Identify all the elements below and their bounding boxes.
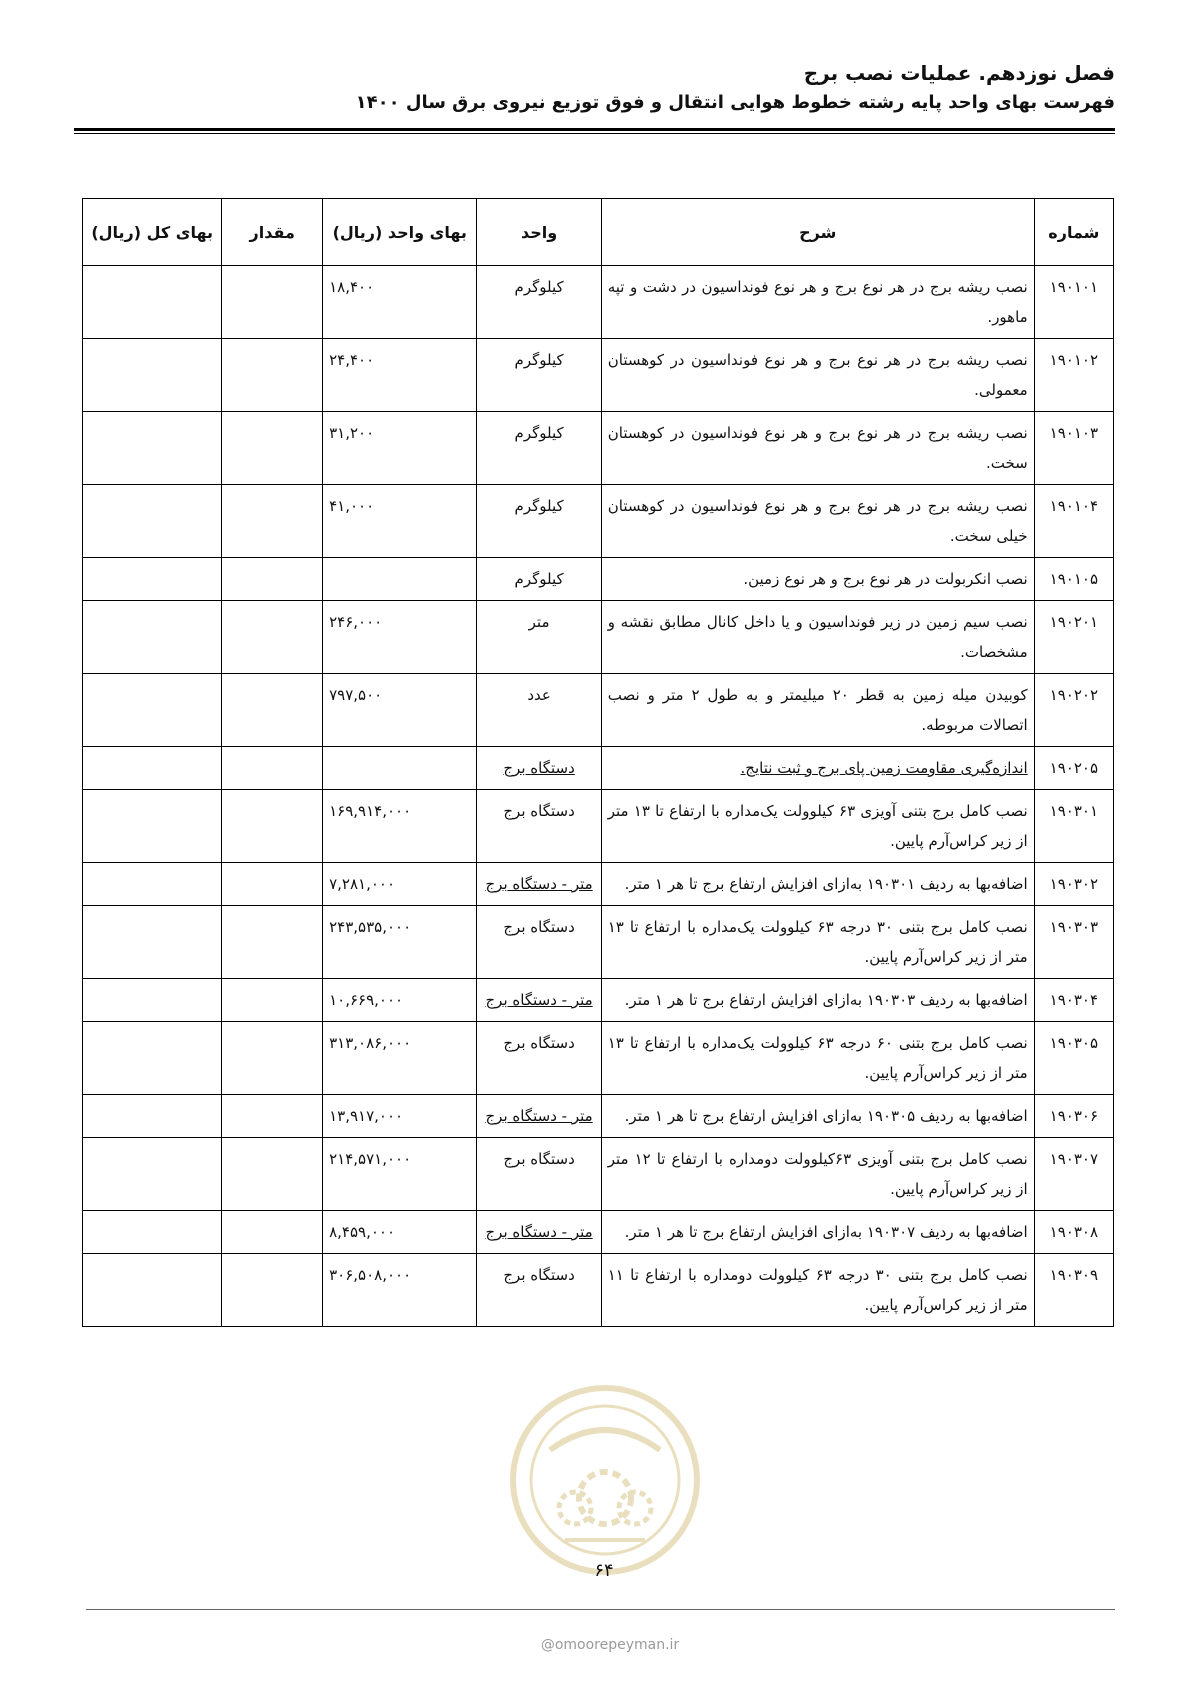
row-unit-price: ۱۶۹,۹۱۴,۰۰۰	[323, 790, 477, 863]
table-row	[83, 747, 1114, 790]
row-code: ۱۹۰۳۰۳	[1034, 906, 1113, 979]
row-unit-price: ۷,۲۸۱,۰۰۰	[323, 863, 477, 906]
row-code: ۱۹۰۱۰۴	[1034, 485, 1113, 558]
table-row	[83, 1211, 1114, 1254]
row-unit-price: ۳۰۶,۵۰۸,۰۰۰	[323, 1254, 477, 1327]
row-code: ۱۹۰۲۰۱	[1034, 601, 1113, 674]
row-unit: کیلوگرم	[477, 266, 601, 339]
row-code: ۱۹۰۳۰۷	[1034, 1138, 1113, 1211]
row-unit-price: ۱۰,۶۶۹,۰۰۰	[323, 979, 477, 1022]
chapter-title: فصل نوزدهم. عملیات نصب برج	[803, 61, 1115, 85]
row-quantity	[222, 1254, 323, 1327]
table-row	[83, 601, 1114, 674]
table-row	[83, 339, 1114, 412]
header-description: شرح	[601, 199, 1034, 266]
row-total	[83, 1138, 222, 1211]
header-rule-thick	[74, 128, 1115, 131]
table-row	[83, 979, 1114, 1022]
row-description: نصب انکربولت در هر نوع برج و هر نوع زمین.	[601, 558, 1034, 601]
table-row	[83, 485, 1114, 558]
row-description: کوبیدن میله زمین به قطر ۲۰ میلیمتر و به طول ۲ متر و نصب اتصالات مربوطه.	[601, 674, 1034, 747]
row-code: ۱۹۰۲۰۵	[1034, 747, 1113, 790]
row-description: نصب ریشه برج در هر نوع برج و هر نوع فونداسیون در کوهستان معمولی.	[601, 339, 1034, 412]
row-description: اضافه‌بها به ردیف ۱۹۰۳۰۵ به‌ازای افزایش ارتفاع برج تا هر ۱ متر.	[601, 1095, 1034, 1138]
footer-rule	[86, 1609, 1115, 1610]
document-subtitle: فهرست بهای واحد پایه رشته خطوط هوایی انتقال و فوق توزیع نیروی برق سال ۱۴۰۰	[355, 92, 1115, 113]
page-header	[76, 58, 1115, 118]
row-unit-price: ۲۱۴,۵۷۱,۰۰۰	[323, 1138, 477, 1211]
table-row	[83, 266, 1114, 339]
row-unit: متر - دستگاه برج	[477, 1211, 601, 1254]
row-quantity	[222, 979, 323, 1022]
row-description: نصب ریشه برج در هر نوع برج و هر نوع فونداسیون در کوهستان سخت.	[601, 412, 1034, 485]
row-quantity	[222, 747, 323, 790]
row-total	[83, 1254, 222, 1327]
row-unit: کیلوگرم	[477, 339, 601, 412]
row-quantity	[222, 601, 323, 674]
table-row	[83, 558, 1114, 601]
row-unit-price: ۲۴,۴۰۰	[323, 339, 477, 412]
row-total	[83, 485, 222, 558]
header-rule-thin	[74, 133, 1115, 134]
row-total	[83, 863, 222, 906]
row-unit: کیلوگرم	[477, 558, 601, 601]
row-quantity	[222, 674, 323, 747]
row-quantity	[222, 485, 323, 558]
row-code: ۱۹۰۱۰۱	[1034, 266, 1113, 339]
row-description: نصب کامل برج بتنی ۳۰ درجه ۶۳ کیلوولت دومداره با ارتفاع تا ۱۱ متر از زیر کراس‌آرم پایین.	[601, 1254, 1034, 1327]
header-code: شماره	[1034, 199, 1113, 266]
row-unit: عدد	[477, 674, 601, 747]
row-total	[83, 979, 222, 1022]
row-code: ۱۹۰۳۰۴	[1034, 979, 1113, 1022]
row-quantity	[222, 1022, 323, 1095]
watermark-seal-icon	[505, 1380, 705, 1580]
row-total	[83, 601, 222, 674]
row-description: نصب کامل برج بتنی آویزی ۶۳کیلوولت دومداره با ارتفاع تا ۱۲ متر از زیر کراس‌آرم پایین.	[601, 1138, 1034, 1211]
row-description: اضافه‌بها به ردیف ۱۹۰۳۰۳ به‌ازای افزایش ارتفاع برج تا هر ۱ متر.	[601, 979, 1034, 1022]
website-credit[interactable]: @omoorepeyman.ir	[540, 1637, 680, 1653]
row-description: اضافه‌بها به ردیف ۱۹۰۳۰۱ به‌ازای افزایش ارتفاع برج تا هر ۱ متر.	[601, 863, 1034, 906]
row-unit: متر	[477, 601, 601, 674]
row-unit: دستگاه برج	[477, 906, 601, 979]
row-total	[83, 1095, 222, 1138]
row-code: ۱۹۰۳۰۸	[1034, 1211, 1113, 1254]
row-unit-price	[323, 747, 477, 790]
row-quantity	[222, 339, 323, 412]
header-quantity: مقدار	[222, 199, 323, 266]
row-unit-price: ۴۱,۰۰۰	[323, 485, 477, 558]
row-quantity	[222, 790, 323, 863]
row-quantity	[222, 266, 323, 339]
row-unit: متر - دستگاه برج	[477, 863, 601, 906]
row-total	[83, 558, 222, 601]
row-quantity	[222, 863, 323, 906]
row-code: ۱۹۰۳۰۹	[1034, 1254, 1113, 1327]
table-row	[83, 1095, 1114, 1138]
table-row	[83, 863, 1114, 906]
row-code: ۱۹۰۱۰۵	[1034, 558, 1113, 601]
row-total	[83, 412, 222, 485]
row-unit-price: ۳۱,۲۰۰	[323, 412, 477, 485]
row-quantity	[222, 1095, 323, 1138]
row-total	[83, 1022, 222, 1095]
row-total	[83, 674, 222, 747]
row-quantity	[222, 558, 323, 601]
row-total	[83, 266, 222, 339]
table-row	[83, 412, 1114, 485]
row-quantity	[222, 906, 323, 979]
row-description: نصب کامل برج بتنی آویزی ۶۳ کیلوولت یک‌مداره با ارتفاع تا ۱۳ متر از زیر کراس‌آرم پایین.	[601, 790, 1034, 863]
page-number: ۶۴	[594, 1560, 614, 1581]
row-code: ۱۹۰۱۰۳	[1034, 412, 1113, 485]
row-total	[83, 790, 222, 863]
header-total: بهای کل (ریال)	[83, 199, 222, 266]
row-unit: دستگاه برج	[477, 1022, 601, 1095]
table-row	[83, 1022, 1114, 1095]
row-unit: دستگاه برج	[477, 1254, 601, 1327]
row-total	[83, 747, 222, 790]
row-code: ۱۹۰۱۰۲	[1034, 339, 1113, 412]
row-description: اضافه‌بها به ردیف ۱۹۰۳۰۷ به‌ازای افزایش ارتفاع برج تا هر ۱ متر.	[601, 1211, 1034, 1254]
row-description: نصب ریشه برج در هر نوع برج و هر نوع فونداسیون در کوهستان خیلی سخت.	[601, 485, 1034, 558]
row-unit-price: ۳۱۳,۰۸۶,۰۰۰	[323, 1022, 477, 1095]
row-unit-price: ۷۹۷,۵۰۰	[323, 674, 477, 747]
row-unit: متر - دستگاه برج	[477, 979, 601, 1022]
row-unit-price	[323, 558, 477, 601]
row-unit-price: ۱۳,۹۱۷,۰۰۰	[323, 1095, 477, 1138]
price-list-table	[82, 198, 1114, 1327]
row-code: ۱۹۰۳۰۵	[1034, 1022, 1113, 1095]
row-quantity	[222, 412, 323, 485]
row-unit: کیلوگرم	[477, 485, 601, 558]
row-quantity	[222, 1138, 323, 1211]
row-unit-price: ۱۸,۴۰۰	[323, 266, 477, 339]
row-description: اندازه‌گیری مقاومت زمین پای برج و ثبت نتایج.	[601, 747, 1034, 790]
row-unit: دستگاه برج	[477, 747, 601, 790]
header-unit-price: بهای واحد (ریال)	[323, 199, 477, 266]
row-quantity	[222, 1211, 323, 1254]
table-row	[83, 790, 1114, 863]
row-code: ۱۹۰۳۰۶	[1034, 1095, 1113, 1138]
row-unit: کیلوگرم	[477, 412, 601, 485]
table-row	[83, 1254, 1114, 1327]
row-code: ۱۹۰۳۰۱	[1034, 790, 1113, 863]
row-total	[83, 1211, 222, 1254]
row-unit: دستگاه برج	[477, 1138, 601, 1211]
row-unit: متر - دستگاه برج	[477, 1095, 601, 1138]
table-row	[83, 674, 1114, 747]
row-description: نصب کامل برج بتنی ۶۰ درجه ۶۳ کیلوولت یک‌مداره با ارتفاع تا ۱۳ متر از زیر کراس‌آرم پایین.	[601, 1022, 1034, 1095]
table-row	[83, 1138, 1114, 1211]
table-row	[83, 906, 1114, 979]
row-unit: دستگاه برج	[477, 790, 601, 863]
header-unit: واحد	[477, 199, 601, 266]
table-header-row	[83, 199, 1114, 266]
row-unit-price: ۲۴۳,۵۳۵,۰۰۰	[323, 906, 477, 979]
row-total	[83, 906, 222, 979]
row-description: نصب سیم زمین در زیر فونداسیون و یا داخل کانال مطابق نقشه و مشخصات.	[601, 601, 1034, 674]
row-unit-price: ۲۴۶,۰۰۰	[323, 601, 477, 674]
row-total	[83, 339, 222, 412]
row-code: ۱۹۰۲۰۲	[1034, 674, 1113, 747]
row-unit-price: ۸,۴۵۹,۰۰۰	[323, 1211, 477, 1254]
row-description: نصب ریشه برج در هر نوع برج و هر نوع فونداسیون در دشت و تپه ماهور.	[601, 266, 1034, 339]
row-code: ۱۹۰۳۰۲	[1034, 863, 1113, 906]
row-description: نصب کامل برج بتنی ۳۰ درجه ۶۳ کیلوولت یک‌مداره با ارتفاع تا ۱۳ متر از زیر کراس‌آرم پایین.	[601, 906, 1034, 979]
